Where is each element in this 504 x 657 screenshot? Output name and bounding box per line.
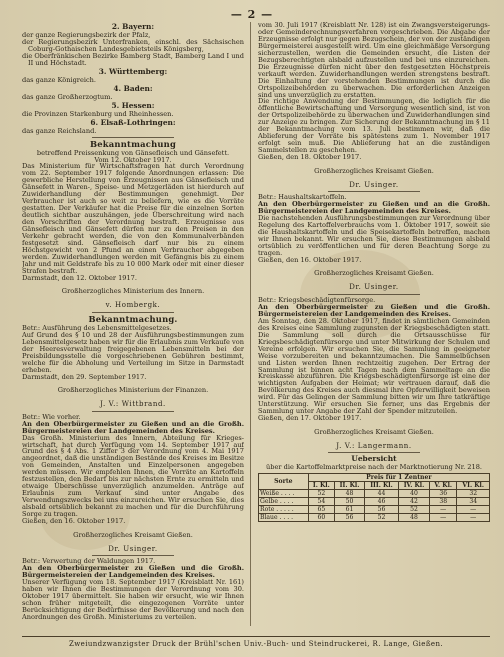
signature-name: Dr. Usinger.	[349, 180, 399, 189]
notice-war-disabled	[258, 297, 490, 450]
signature-name: Dr. Usinger.	[349, 283, 399, 292]
table-header-cell: IV. Kl.	[398, 482, 429, 490]
notice-title: Bekanntmachung	[90, 138, 176, 149]
table-cell: Rote . . . . .	[259, 506, 309, 514]
signature-authority: Großherzogliches Kreisamt Gießen.	[314, 427, 434, 436]
table-cell: 40	[398, 490, 429, 498]
table-row	[259, 514, 490, 522]
notice-place-date: Gießen, den 16. Oktober 1917.	[258, 255, 362, 264]
notice-place-date: Gießen, den 18. Oktober 1917.	[258, 153, 362, 162]
notice-place-date: Gießen, den 17. Oktober 1917.	[258, 414, 362, 423]
table-title: Uebersicht	[351, 454, 397, 464]
table-cell: —	[430, 514, 457, 522]
table-cell: —	[457, 506, 490, 514]
divider	[328, 191, 420, 192]
list-item: das ganze Königreich.	[22, 75, 96, 84]
notice-address: An den Oberbürgermeister zu Gießen und die Großh. Bürgermeistereien der Landgemeinden des Kreises.	[258, 302, 490, 318]
table-cell: Blaue . . . .	[259, 514, 309, 522]
notice-goose-prices	[22, 140, 244, 310]
table-header-cell: III. Kl.	[365, 482, 399, 490]
notice-body: Die nachstehenden Ausführungsbestimmungen zur Verordnung über Regelung des Kartoffelverbrauchs vom 1. Oktober 1917, soweit sie die Haushaltskartoffeln und die Speisekartoffeln betreffen, machen wir Ihnen bekannt. Wir ersuchen Sie, diese Bestimmungen alsbald ortsüblich zu veröffentlichen und für deren Beachtung Sorge zu tragen.	[258, 214, 490, 257]
signature-authority: Großherzogliches Ministerium der Finanzen.	[57, 386, 209, 395]
signature-name: Dr. Usinger.	[108, 544, 158, 553]
table-cell: 36	[430, 490, 457, 498]
notice-title: Bekanntmachung.	[88, 313, 178, 324]
notice-subject: Betr.: Wie vorher.	[22, 412, 81, 421]
notice-food-law	[22, 315, 244, 409]
table-cell: Weiße . . . .	[259, 490, 309, 498]
divider	[92, 411, 174, 412]
table-cell: —	[457, 514, 490, 522]
table-cell: 56	[365, 506, 399, 514]
list-item: der Regierungsbezirk Unterfranken, einschl. des Sächsischen Coburg-Gothaischen Landesgebietsteils Königsberg,	[22, 37, 244, 53]
left-column	[22, 22, 244, 628]
price-table	[258, 473, 490, 522]
signature-authority: Großherzogliches Ministerium des Innern.	[61, 287, 205, 296]
signature-name: J. V.: Wittbrand.	[100, 400, 166, 409]
table-cell: 56	[334, 514, 364, 522]
table-cell: 38	[430, 498, 457, 506]
notice-date: Vom 12. Oktober 1917.	[94, 155, 172, 164]
table-cell: 48	[398, 514, 429, 522]
divider	[328, 452, 420, 453]
table-cell: 50	[334, 498, 364, 506]
table-cell: 48	[334, 490, 364, 498]
notice-body: Unserer Verfügung vom 18. September 1917 (Kreisblatt Nr. 161) haben wir Ihnen die Bestimmungen der Verordnung vom 30. Oktober 1917 übermittelt. Sie haben wir ersucht, wie wir Ihnen schon früher mitgeteilt, die eingezogenen Vorräte unter Berücksichtigung der Bedürfnisse der Bevölkerung und nach den Anordnungen des Großh. Ministeriums zu verteilen.	[22, 577, 244, 621]
table-cell: 60	[308, 514, 334, 522]
table-row	[259, 498, 490, 506]
notice-body: Die richtige Anwendung der Bestimmungen, die lediglich für die öffentliche Bewirtschaftung und Versorgung wesentlich sind, ist von der Ortspolizeibehörde zu überwachen und Zuwiderhandlungen sind zur Anzeige zu bringen. Zur Sicherung der Bekanntmachung im § 11 der Bekanntmachung vom 13. Juli bestimmen wir, daß die Ablieferung der Vorräte bis spätestens zum 1. November 1917 erfolgt sein muß. Die Ablieferung hat an die zuständigen Sammelstellen zu geschehen.	[258, 97, 490, 155]
table-subtitle: über die Kartoffelmarktpreise nach der Marktnotierung Nr. 218.	[266, 463, 482, 472]
notice-subtitle: betreffend Preissenkung von Gänsefleisch und Gänsefett.	[36, 148, 230, 157]
list-item: die Oberfränkischen Bezirke Bamberg Stadt, Bamberg Land I und II und Höchstadt.	[22, 51, 244, 67]
table-cell: 65	[308, 506, 334, 514]
list-heading: 4. Baden:	[113, 83, 153, 93]
page-number: — 2 —	[230, 8, 274, 21]
signature-authority: Großherzogliches Kreisamt Gießen.	[73, 530, 193, 539]
notice-forests	[22, 558, 244, 621]
divider	[92, 555, 174, 556]
table-cell: 44	[365, 490, 399, 498]
printer-imprint: Zweiundzwanzigster Druck der Brühl'schen Univ.-Buch- und Steindruckerei, R. Lange, Gießen.	[22, 636, 490, 648]
table-cell: 61	[334, 506, 364, 514]
list-item: das ganze Reichsland.	[22, 126, 97, 135]
table-cell: 34	[457, 498, 490, 506]
table-cell: 52	[365, 514, 399, 522]
notice-household-potatoes	[258, 194, 490, 292]
notice-body: Das Ministerium für Wirtschaftsfragen hat durch Verordnung vom 22. September 1917 folgende Anordnungen erlassen: Die gewerbliche Herstellung von Erzeugnissen aus Gänsefleisch und Gänsefett in Waren-, Speise- und Metzgerläden ist hierdurch auf Zuwiderhandlung der Bestimmungen genehmigt. Der Verbraucher ist auch so weit zu beliefern, wie es die Vorräte gestatten. Der Verkäufer hat die Preise für die einzelnen Sorten deutlich sichtbar auszuhängen, jede Überschreitung wird nach den Vorschriften der Verordnung bestraft. Erzeugnisse aus Gänsefleisch und Gänsefett dürfen nur zu den Preisen in den Verkehr gebracht werden, die von den Kommunalverbänden festgesetzt sind. Gänsefleisch darf nur bis zu einem Höchstgewicht von 2 Pfund an einen Verbraucher abgegeben werden. Zuwiderhandlungen werden mit Gefängnis bis zu einem Jahr und mit Geldstrafe bis zu 10 000 Mark oder mit einer dieser Strafen bestraft.	[22, 162, 244, 275]
list-heading: 6. Elsaß-Lothringen:	[90, 117, 176, 127]
list-item: die Provinzen Starkenburg und Rheinhessen.	[22, 109, 174, 118]
notice-address: An den Oberbürgermeister zu Gießen und die Großh. Bürgermeistereien der Landgemeinden des Kreises.	[22, 564, 244, 580]
table-header-cell: Sorte	[259, 474, 309, 490]
table-cell: 52	[308, 490, 334, 498]
list-heading: 3. Württemberg:	[98, 66, 168, 76]
table-header-cell: Preis für 1 Zentner	[308, 474, 489, 482]
table-cell: Gelbe . . . .	[259, 498, 309, 506]
notice-body: Auf Grund des § 10 und 28 der Ausführungsbestimmungen zum Lebensmittelgesetz haben wir für die Erlaubnis zum Verkaufe von der Heeresverwaltung freigegebenen Lebensmitteln bei der Preisbildungsstelle die vorgeschriebenen Gebühren bestimmt, welche für die Abholung und Verteilung im Sitze in Darmstadt erheben.	[22, 330, 244, 374]
notice-body: Am Sonntag, den 28. Oktober 1917, findet in sämtlichen Gemeinden des Kreises eine Sammlung zugunsten der Kriegsbeschädigten statt. Die Sammlung soll durch die Ortsausschüsse für Kriegsbeschädigtenfürsorge und unter Mitwirkung der Schulen und Vereine erfolgen. Wir ersuchen Sie, die Sammlung in geeigneter Weise vorzubereiten und bekanntzumachen. Die Sammelbüchsen und Listen werden Ihnen rechtzeitig zugehen. Der Ertrag der Sammlung ist binnen acht Tagen nach dem Sammeltage an die Kreiskasse abzuführen. Die Kriegsbeschädigtenfürsorge ist eine der wichtigsten Aufgaben der Heimat; wir vertrauen darauf, daß die Bevölkerung des Kreises auch diesmal ihre Opferwilligkeit beweisen wird. Für das Gelingen der Sammlung bitten wir um Ihre tatkräftige Unterstützung. Wir ersuchen Sie ferner, uns das Ergebnis der Sammlung unter Angabe der Zahl der Spender mitzuteilen.	[258, 316, 490, 416]
table-header-cell: V. Kl.	[430, 482, 457, 490]
signature-name: v. Hombergk.	[105, 301, 161, 310]
region-list	[22, 23, 244, 135]
signature-authority: Großherzogliches Kreisamt Gießen.	[314, 166, 434, 175]
table-cell: 46	[365, 498, 399, 506]
table-header-cell: II. Kl.	[334, 482, 364, 490]
signature-name: J. V.: Langermann.	[336, 441, 412, 450]
table-header-cell: I. Kl.	[308, 482, 334, 490]
notice-subject: Betr.: Haushaltskartoffeln.	[258, 193, 347, 202]
notice-subject: Betr.: Kriegsbeschädigtenfürsorge.	[258, 295, 376, 304]
notice-place-date: Darmstadt, den 12. Oktober 1917.	[22, 273, 137, 282]
notice-body: Das Großh. Ministerium des Innern, Abteilung für Krieges-wirtschaft, hat durch Verfügung vom 14. September 1917 auf Grund des § 4 Abs. 1 Ziffer 3 der Verordnung vom 4. Mai 1917 angeordnet, daß die unständigen Bestände des Kreises im Besitze von Gemeinden, Anstalten und Einzelpersonen angegeben werden müssen. Wir empfehlen Ihnen, die Vorräte an Kartoffeln festzustellen, den Bedarf bis zur nächsten Ernte zu ermitteln und etwaige Überschüsse unverzüglich anzumelden. Anträge auf Erlaubnis zum Verkauf sind unter Angabe des Verwendungszwecks bei uns einzureichen. Wir ersuchen Sie, dies alsbald ortsüblich bekannt zu machen und für die Durchführung Sorge zu tragen.	[22, 433, 244, 519]
notice-subject: Betr.: Verwertung der Waldungen 1917.	[22, 557, 156, 566]
notice-place-date: Gießen, den 16. Oktober 1917.	[22, 516, 126, 525]
notice-address: An den Oberbürgermeister zu Gießen und an die Großh. Bürgermeistereien der Landgemeinden des Kreises.	[258, 200, 490, 216]
list-heading: 2. Bayern:	[111, 22, 155, 31]
divider	[328, 294, 420, 295]
table-row	[259, 490, 490, 498]
divider	[92, 137, 174, 138]
notice-subject: Betr.: Ausführung des Lebensmittelgesetzes.	[22, 323, 172, 332]
list-item: der ganze Regierungsbezirk der Pfalz,	[22, 31, 151, 39]
notice-place-date: Darmstadt, den 29. September 1917.	[22, 372, 147, 381]
notice-continuation	[258, 22, 490, 189]
list-heading: 5. Hessen:	[111, 100, 155, 110]
divider	[92, 312, 174, 313]
table-cell: —	[430, 506, 457, 514]
table-cell: 52	[398, 506, 429, 514]
table-row	[259, 506, 490, 514]
signature-authority: Großherzogliches Kreisamt Gießen.	[314, 269, 434, 278]
table-cell: 42	[398, 498, 429, 506]
notice-body: vom 30. Juli 1917 (Kreisblatt Nr. 128) ist ein Zwangsversteigerungs- oder Gemeinderechnungsverfahren vorgeschrieben. Die Abgabe der Erzeugnisse erfolgt nur gegen Bezugschein, der von der zuständigen Bürgermeisterei ausgestellt wird. Um eine gleichmäßige Versorgung sicherzustellen, werden die Gemeinden ersucht, die Listen der Bezugsberechtigten alsbald aufzustellen und bei uns einzureichen. Die Erzeugnisse dürfen nicht über den festgesetzten Höchstpreis verkauft werden. Zuwiderhandlungen werden strengstens bestraft. Die Einhaltung der vorstehenden Bestimmungen ist durch die Ortspolizeibehörden zu überwachen. Die erforderlichen Anzeigen sind uns unverzüglich zu erstatten.	[258, 22, 490, 99]
column-rule	[250, 22, 251, 626]
table-cell: 54	[308, 498, 334, 506]
notice-as-above	[22, 414, 244, 553]
list-item: das ganze Großherzogtum.	[22, 92, 113, 101]
right-column	[258, 22, 490, 628]
price-overview	[258, 455, 490, 522]
notice-address: An den Oberbürgermeister zu Gießen und an die Großh. Bürgermeistereien der Landgemeinden des Kreises.	[22, 419, 244, 435]
table-cell: 32	[457, 490, 490, 498]
table-header-cell: VI. Kl.	[457, 482, 490, 490]
